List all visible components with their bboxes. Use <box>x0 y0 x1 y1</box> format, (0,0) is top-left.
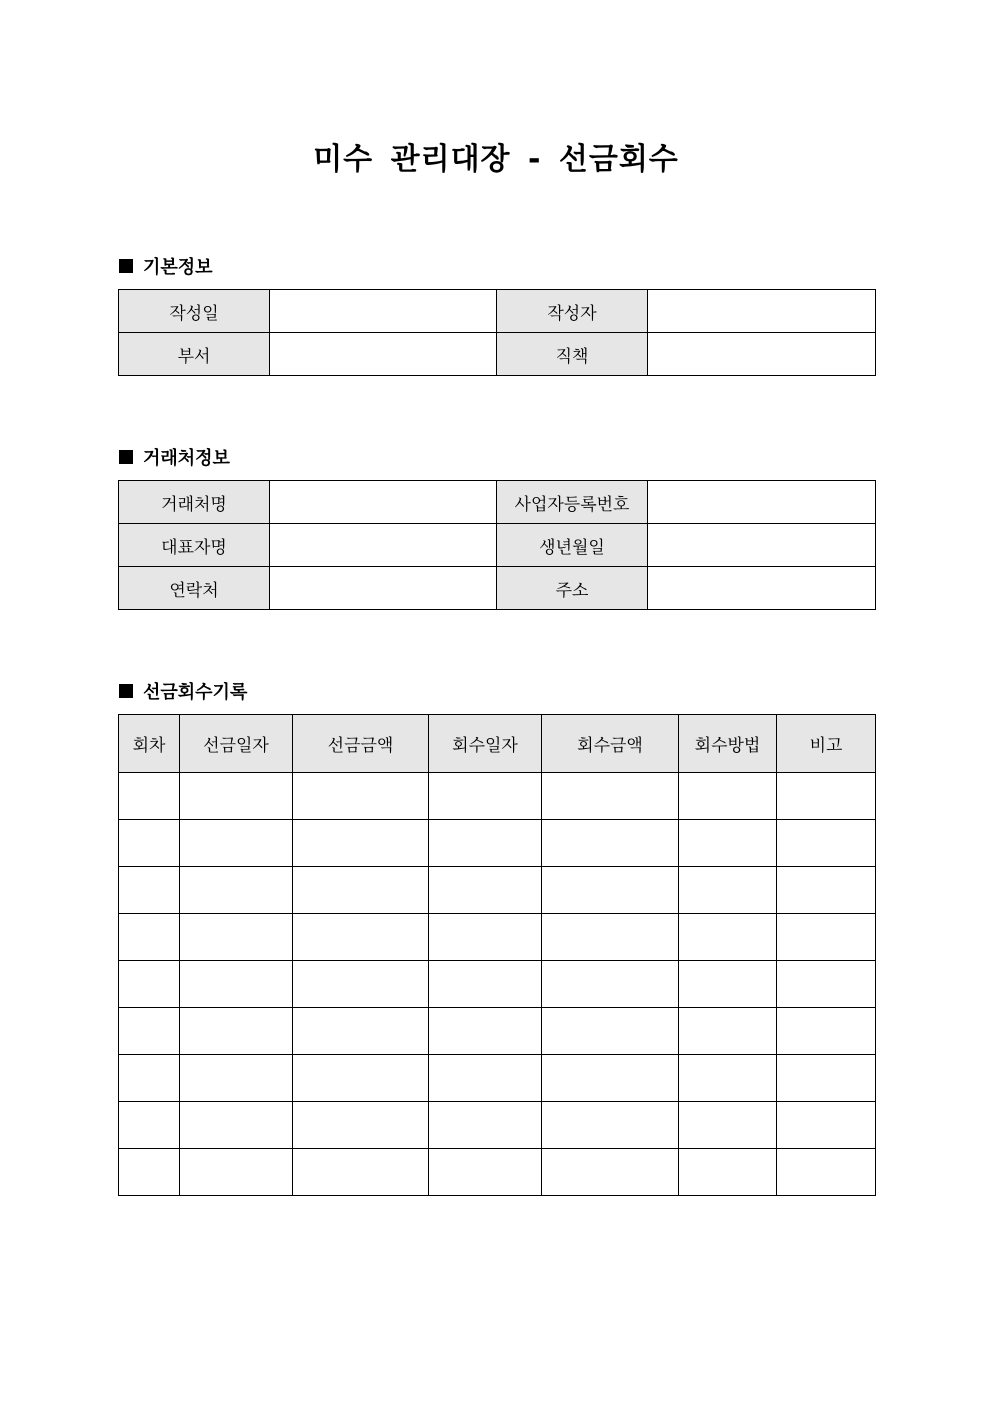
field-label: 사업자등록번호 <box>497 481 648 524</box>
table-cell[interactable] <box>180 867 293 914</box>
square-bullet-icon <box>119 450 133 464</box>
field-value[interactable] <box>648 567 876 610</box>
table-cell[interactable] <box>542 961 679 1008</box>
table-cell[interactable] <box>180 820 293 867</box>
table-cell[interactable] <box>429 1055 542 1102</box>
table-cell[interactable] <box>293 820 429 867</box>
section-heading-label: 거래처정보 <box>143 448 230 469</box>
table-cell[interactable] <box>679 914 777 961</box>
square-bullet-icon <box>119 259 133 273</box>
field-value[interactable] <box>270 481 497 524</box>
page-title: 미수 관리대장 - 선금회수 <box>313 142 679 177</box>
table-cell[interactable] <box>679 961 777 1008</box>
field-value[interactable] <box>270 333 497 376</box>
section-heading-records <box>119 678 247 704</box>
column-header: 선금일자 <box>180 715 293 773</box>
field-value[interactable] <box>648 524 876 567</box>
table-cell[interactable] <box>429 1008 542 1055</box>
column-header: 회수일자 <box>429 715 542 773</box>
column-header: 선금금액 <box>293 715 429 773</box>
table-row <box>119 290 876 333</box>
table-cell[interactable] <box>542 820 679 867</box>
table-row <box>119 820 876 867</box>
table-cell[interactable] <box>119 820 180 867</box>
table-cell[interactable] <box>542 773 679 820</box>
table-row <box>119 867 876 914</box>
table-cell[interactable] <box>180 1008 293 1055</box>
table-cell[interactable] <box>180 1055 293 1102</box>
table-cell[interactable] <box>293 1102 429 1149</box>
table-row <box>119 567 876 610</box>
table-cell[interactable] <box>293 867 429 914</box>
table-row <box>119 914 876 961</box>
table-row <box>119 524 876 567</box>
table-cell[interactable] <box>119 1008 180 1055</box>
table-row <box>119 773 876 820</box>
table-cell[interactable] <box>293 773 429 820</box>
table-cell[interactable] <box>542 1008 679 1055</box>
table-row <box>119 481 876 524</box>
field-value[interactable] <box>270 524 497 567</box>
table-cell[interactable] <box>119 867 180 914</box>
table-row <box>119 1055 876 1102</box>
table-cell[interactable] <box>293 914 429 961</box>
table-cell[interactable] <box>777 961 876 1008</box>
section-heading-label: 선금회수기록 <box>143 682 248 703</box>
table-cell[interactable] <box>777 1102 876 1149</box>
table-header-row <box>119 715 876 773</box>
table-cell[interactable] <box>293 961 429 1008</box>
field-label: 작성일 <box>119 290 270 333</box>
table-cell[interactable] <box>119 914 180 961</box>
field-label: 연락처 <box>119 567 270 610</box>
table-cell[interactable] <box>119 961 180 1008</box>
column-header: 회수금액 <box>542 715 679 773</box>
table-cell[interactable] <box>679 1149 777 1196</box>
table-cell[interactable] <box>542 1149 679 1196</box>
table-cell[interactable] <box>777 1008 876 1055</box>
column-header: 비고 <box>777 715 876 773</box>
table-cell[interactable] <box>679 867 777 914</box>
field-label: 직책 <box>497 333 648 376</box>
table-row <box>119 1102 876 1149</box>
field-label: 대표자명 <box>119 524 270 567</box>
field-value[interactable] <box>648 333 876 376</box>
table-cell[interactable] <box>542 1102 679 1149</box>
table-cell[interactable] <box>293 1149 429 1196</box>
table-row <box>119 333 876 376</box>
table-cell[interactable] <box>180 1149 293 1196</box>
table-cell[interactable] <box>180 1102 293 1149</box>
table-cell[interactable] <box>777 1149 876 1196</box>
table-cell[interactable] <box>429 914 542 961</box>
table-cell[interactable] <box>180 914 293 961</box>
table-cell[interactable] <box>429 1102 542 1149</box>
table-row <box>119 1008 876 1055</box>
field-label: 부서 <box>119 333 270 376</box>
table-cell[interactable] <box>679 1102 777 1149</box>
table-cell[interactable] <box>180 773 293 820</box>
table-cell[interactable] <box>429 773 542 820</box>
column-header: 회차 <box>119 715 180 773</box>
client-info-table <box>118 480 876 610</box>
field-label: 거래처명 <box>119 481 270 524</box>
square-bullet-icon <box>119 684 133 698</box>
field-value[interactable] <box>270 290 497 333</box>
table-cell[interactable] <box>429 820 542 867</box>
table-cell[interactable] <box>679 773 777 820</box>
records-table <box>118 714 876 1196</box>
table-cell[interactable] <box>429 867 542 914</box>
field-label: 작성자 <box>497 290 648 333</box>
field-value[interactable] <box>648 290 876 333</box>
table-cell[interactable] <box>777 1055 876 1102</box>
section-heading-basic-info <box>119 253 213 279</box>
table-cell[interactable] <box>777 773 876 820</box>
table-cell[interactable] <box>542 1055 679 1102</box>
table-cell[interactable] <box>777 867 876 914</box>
field-value[interactable] <box>270 567 497 610</box>
field-label: 생년월일 <box>497 524 648 567</box>
field-label: 주소 <box>497 567 648 610</box>
section-heading-label: 기본정보 <box>143 257 213 278</box>
table-cell[interactable] <box>119 1149 180 1196</box>
table-cell[interactable] <box>777 914 876 961</box>
table-cell[interactable] <box>293 1008 429 1055</box>
table-cell[interactable] <box>119 1055 180 1102</box>
table-cell[interactable] <box>119 773 180 820</box>
column-header: 회수방법 <box>679 715 777 773</box>
table-cell[interactable] <box>542 914 679 961</box>
basic-info-table <box>118 289 876 376</box>
table-cell[interactable] <box>777 820 876 867</box>
table-cell[interactable] <box>180 961 293 1008</box>
section-heading-client-info <box>119 444 230 470</box>
table-cell[interactable] <box>429 961 542 1008</box>
field-value[interactable] <box>648 481 876 524</box>
table-cell[interactable] <box>542 867 679 914</box>
table-row <box>119 1149 876 1196</box>
table-cell[interactable] <box>679 820 777 867</box>
table-cell[interactable] <box>119 1102 180 1149</box>
table-cell[interactable] <box>293 1055 429 1102</box>
table-row <box>119 961 876 1008</box>
table-cell[interactable] <box>679 1008 777 1055</box>
table-cell[interactable] <box>429 1149 542 1196</box>
table-cell[interactable] <box>679 1055 777 1102</box>
